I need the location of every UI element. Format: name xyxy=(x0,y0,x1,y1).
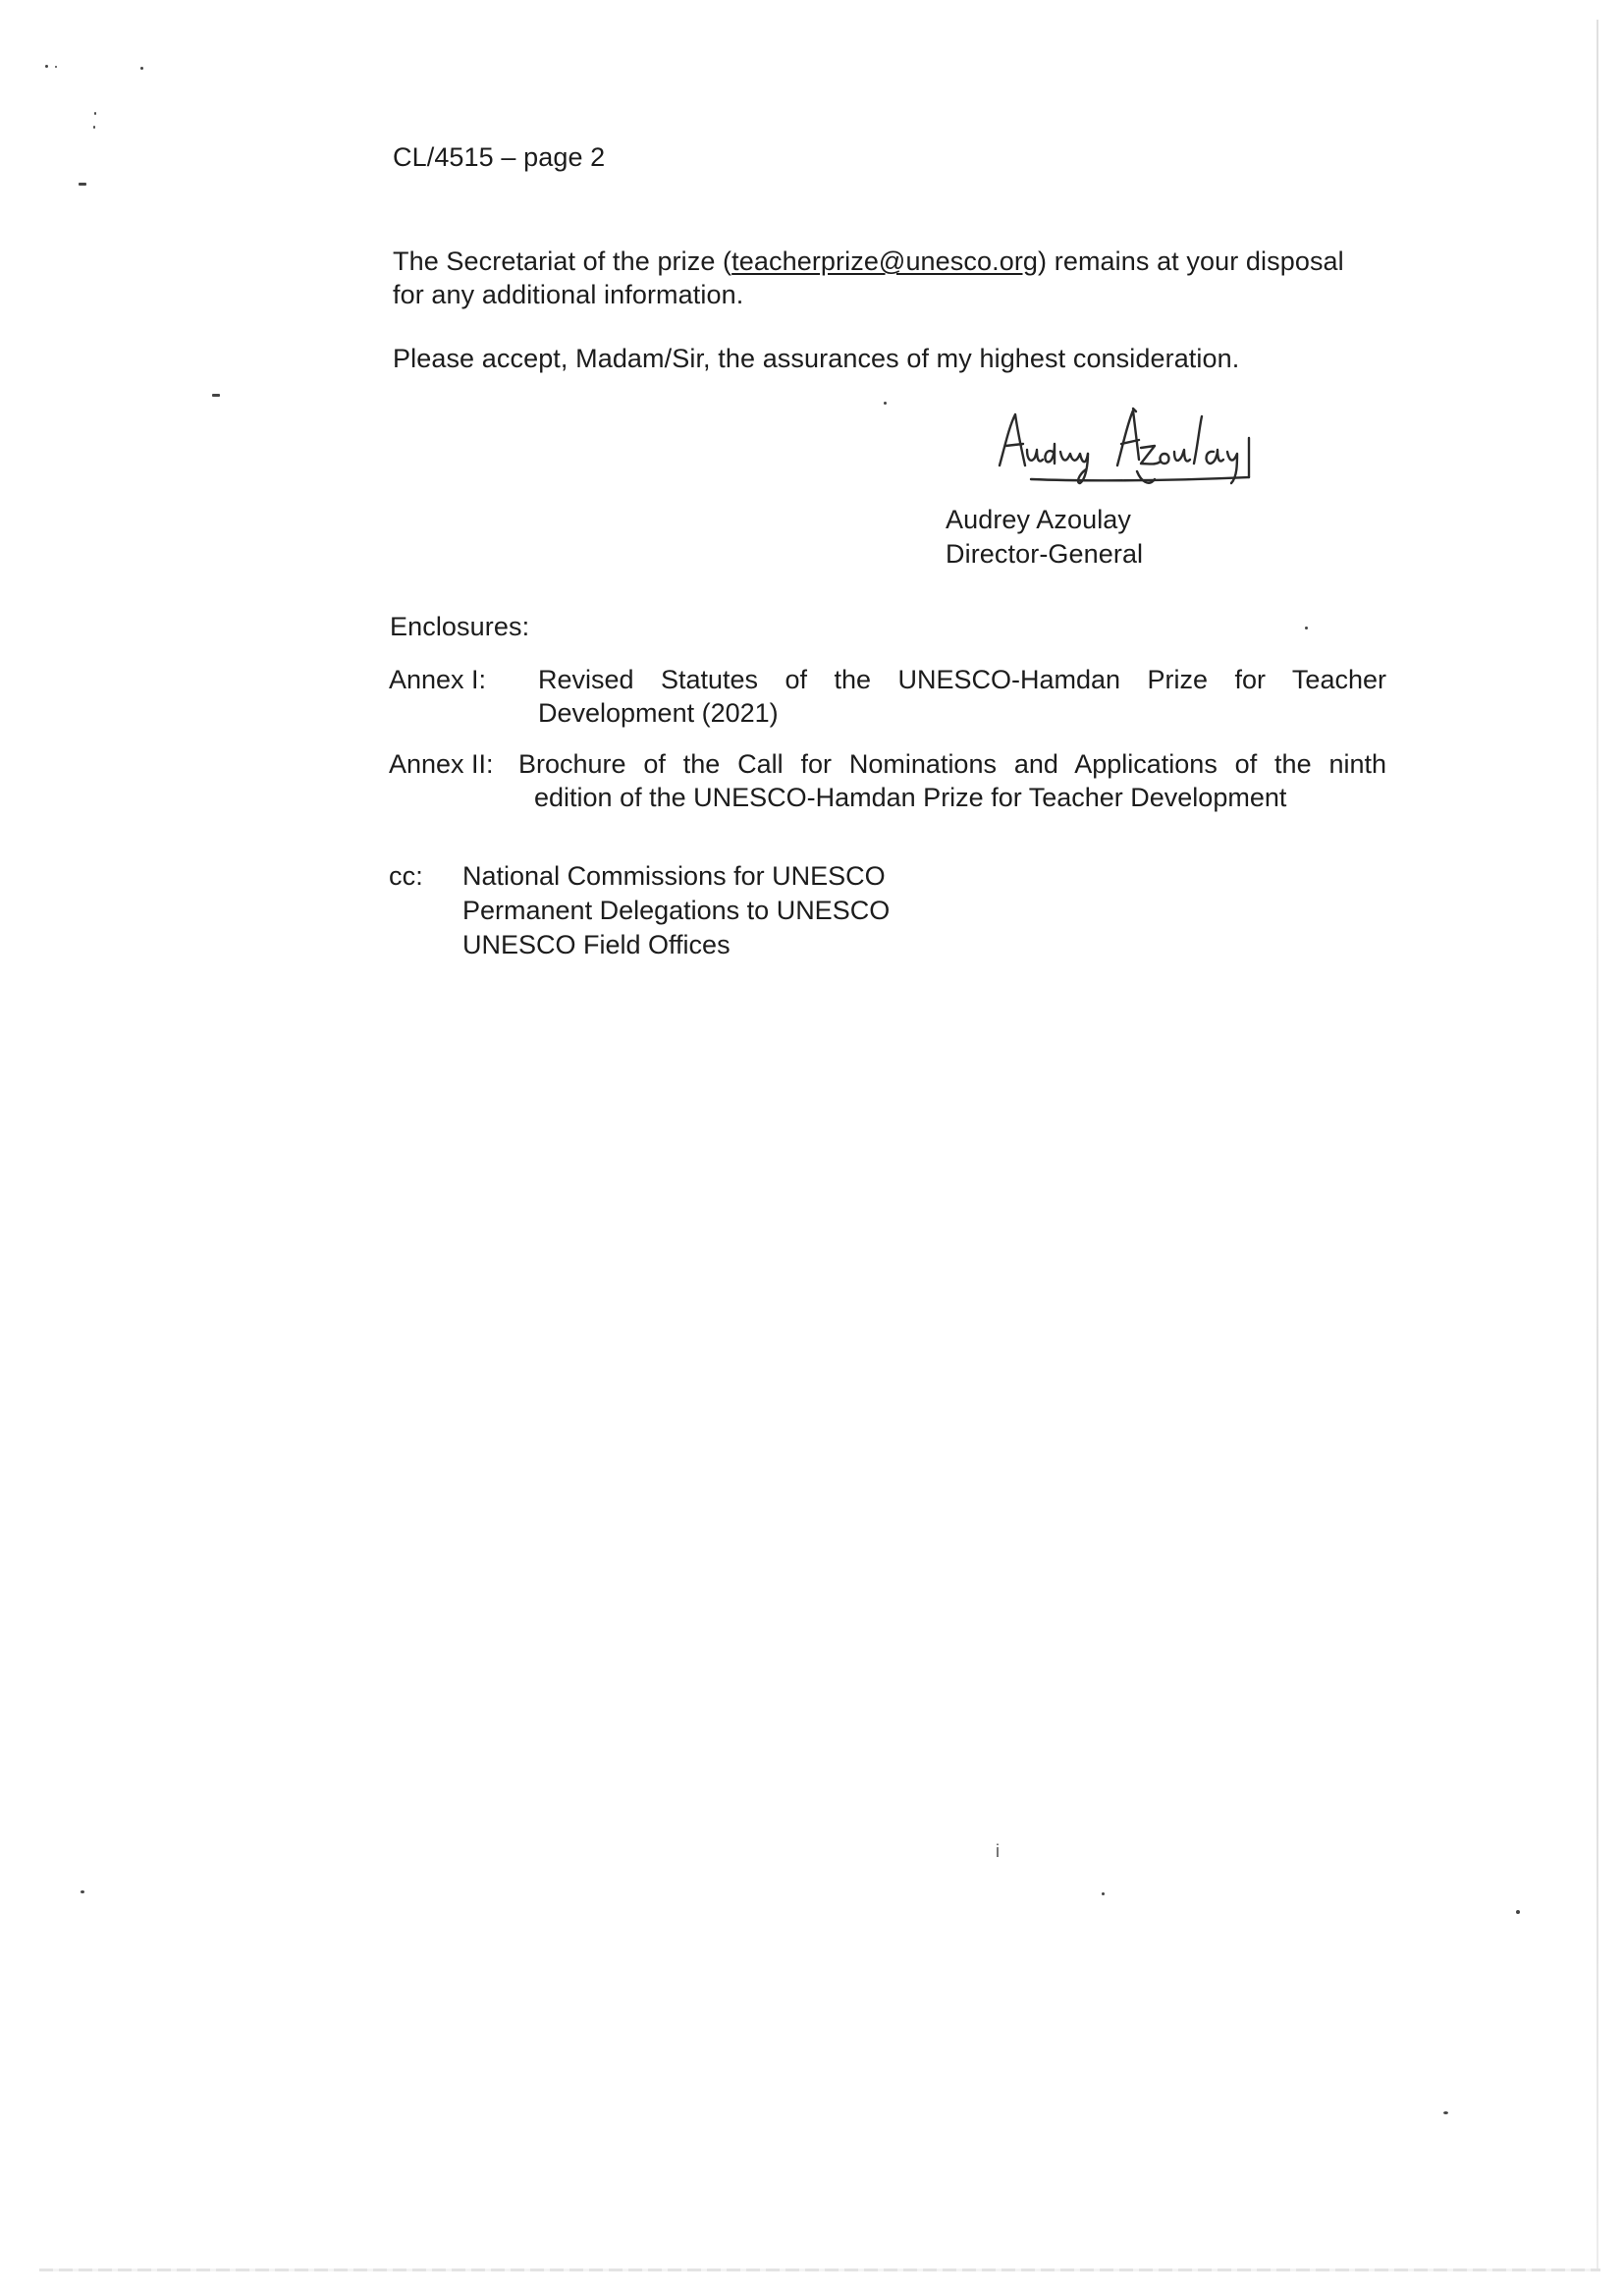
cc-recipient: UNESCO Field Offices xyxy=(462,930,731,959)
scan-speck xyxy=(55,66,57,68)
scan-edge-bottom xyxy=(39,2269,1600,2271)
annex-description-line: Development (2021) xyxy=(538,698,779,728)
contact-text-line2: for any additional information. xyxy=(393,280,744,309)
cc-recipient: Permanent Delegations to UNESCO xyxy=(462,896,891,925)
closing-paragraph: Please accept, Madam/Sir, the assurances of my highest consideration. xyxy=(393,344,1240,373)
contact-text-after: ) remains at your disposal xyxy=(1038,246,1344,276)
secretariat-email-link[interactable]: teacherprize@unesco.org xyxy=(731,246,1039,276)
annex-description-line: edition of the UNESCO-Hamdan Prize for Teacher Development xyxy=(534,783,1287,812)
contact-text-before: The Secretariat of the prize ( xyxy=(393,246,732,276)
handwritten-signature xyxy=(992,405,1276,493)
scan-speck xyxy=(93,126,95,129)
annex-description xyxy=(538,663,1386,730)
page-reference: CL/4515 – page 2 xyxy=(393,142,606,172)
cc-label: cc: xyxy=(389,861,423,891)
stray-mark: i xyxy=(996,1841,1001,1861)
scan-speck xyxy=(79,183,86,186)
scan-speck xyxy=(1305,627,1308,629)
scan-speck xyxy=(81,1890,84,1893)
scan-speck xyxy=(45,65,48,68)
annex-description-line: Brochure of the Call for Nominations and Applications of the ninth xyxy=(518,749,1386,779)
signatory-name: Audrey Azoulay xyxy=(946,505,1132,534)
annex-label: Annex I: xyxy=(389,665,487,694)
signatory-title: Director-General xyxy=(946,539,1144,569)
annex-description xyxy=(518,747,1386,814)
scan-speck xyxy=(884,402,887,405)
contact-paragraph xyxy=(393,245,1434,311)
scan-speck xyxy=(1516,1910,1520,1914)
cc-recipient-list xyxy=(462,859,890,962)
annex-label: Annex II: xyxy=(389,749,494,779)
enclosures-heading: Enclosures: xyxy=(390,612,530,641)
scan-speck xyxy=(94,112,96,115)
scan-speck xyxy=(1443,2111,1448,2114)
scan-speck xyxy=(212,394,220,397)
scan-speck xyxy=(140,67,143,70)
annex-description-line: Revised Statutes of the UNESCO-Hamdan Prize for Teacher xyxy=(538,665,1386,694)
scan-edge-right xyxy=(1597,20,1598,2269)
scan-speck xyxy=(1102,1892,1105,1895)
cc-recipient: National Commissions for UNESCO xyxy=(462,861,886,891)
